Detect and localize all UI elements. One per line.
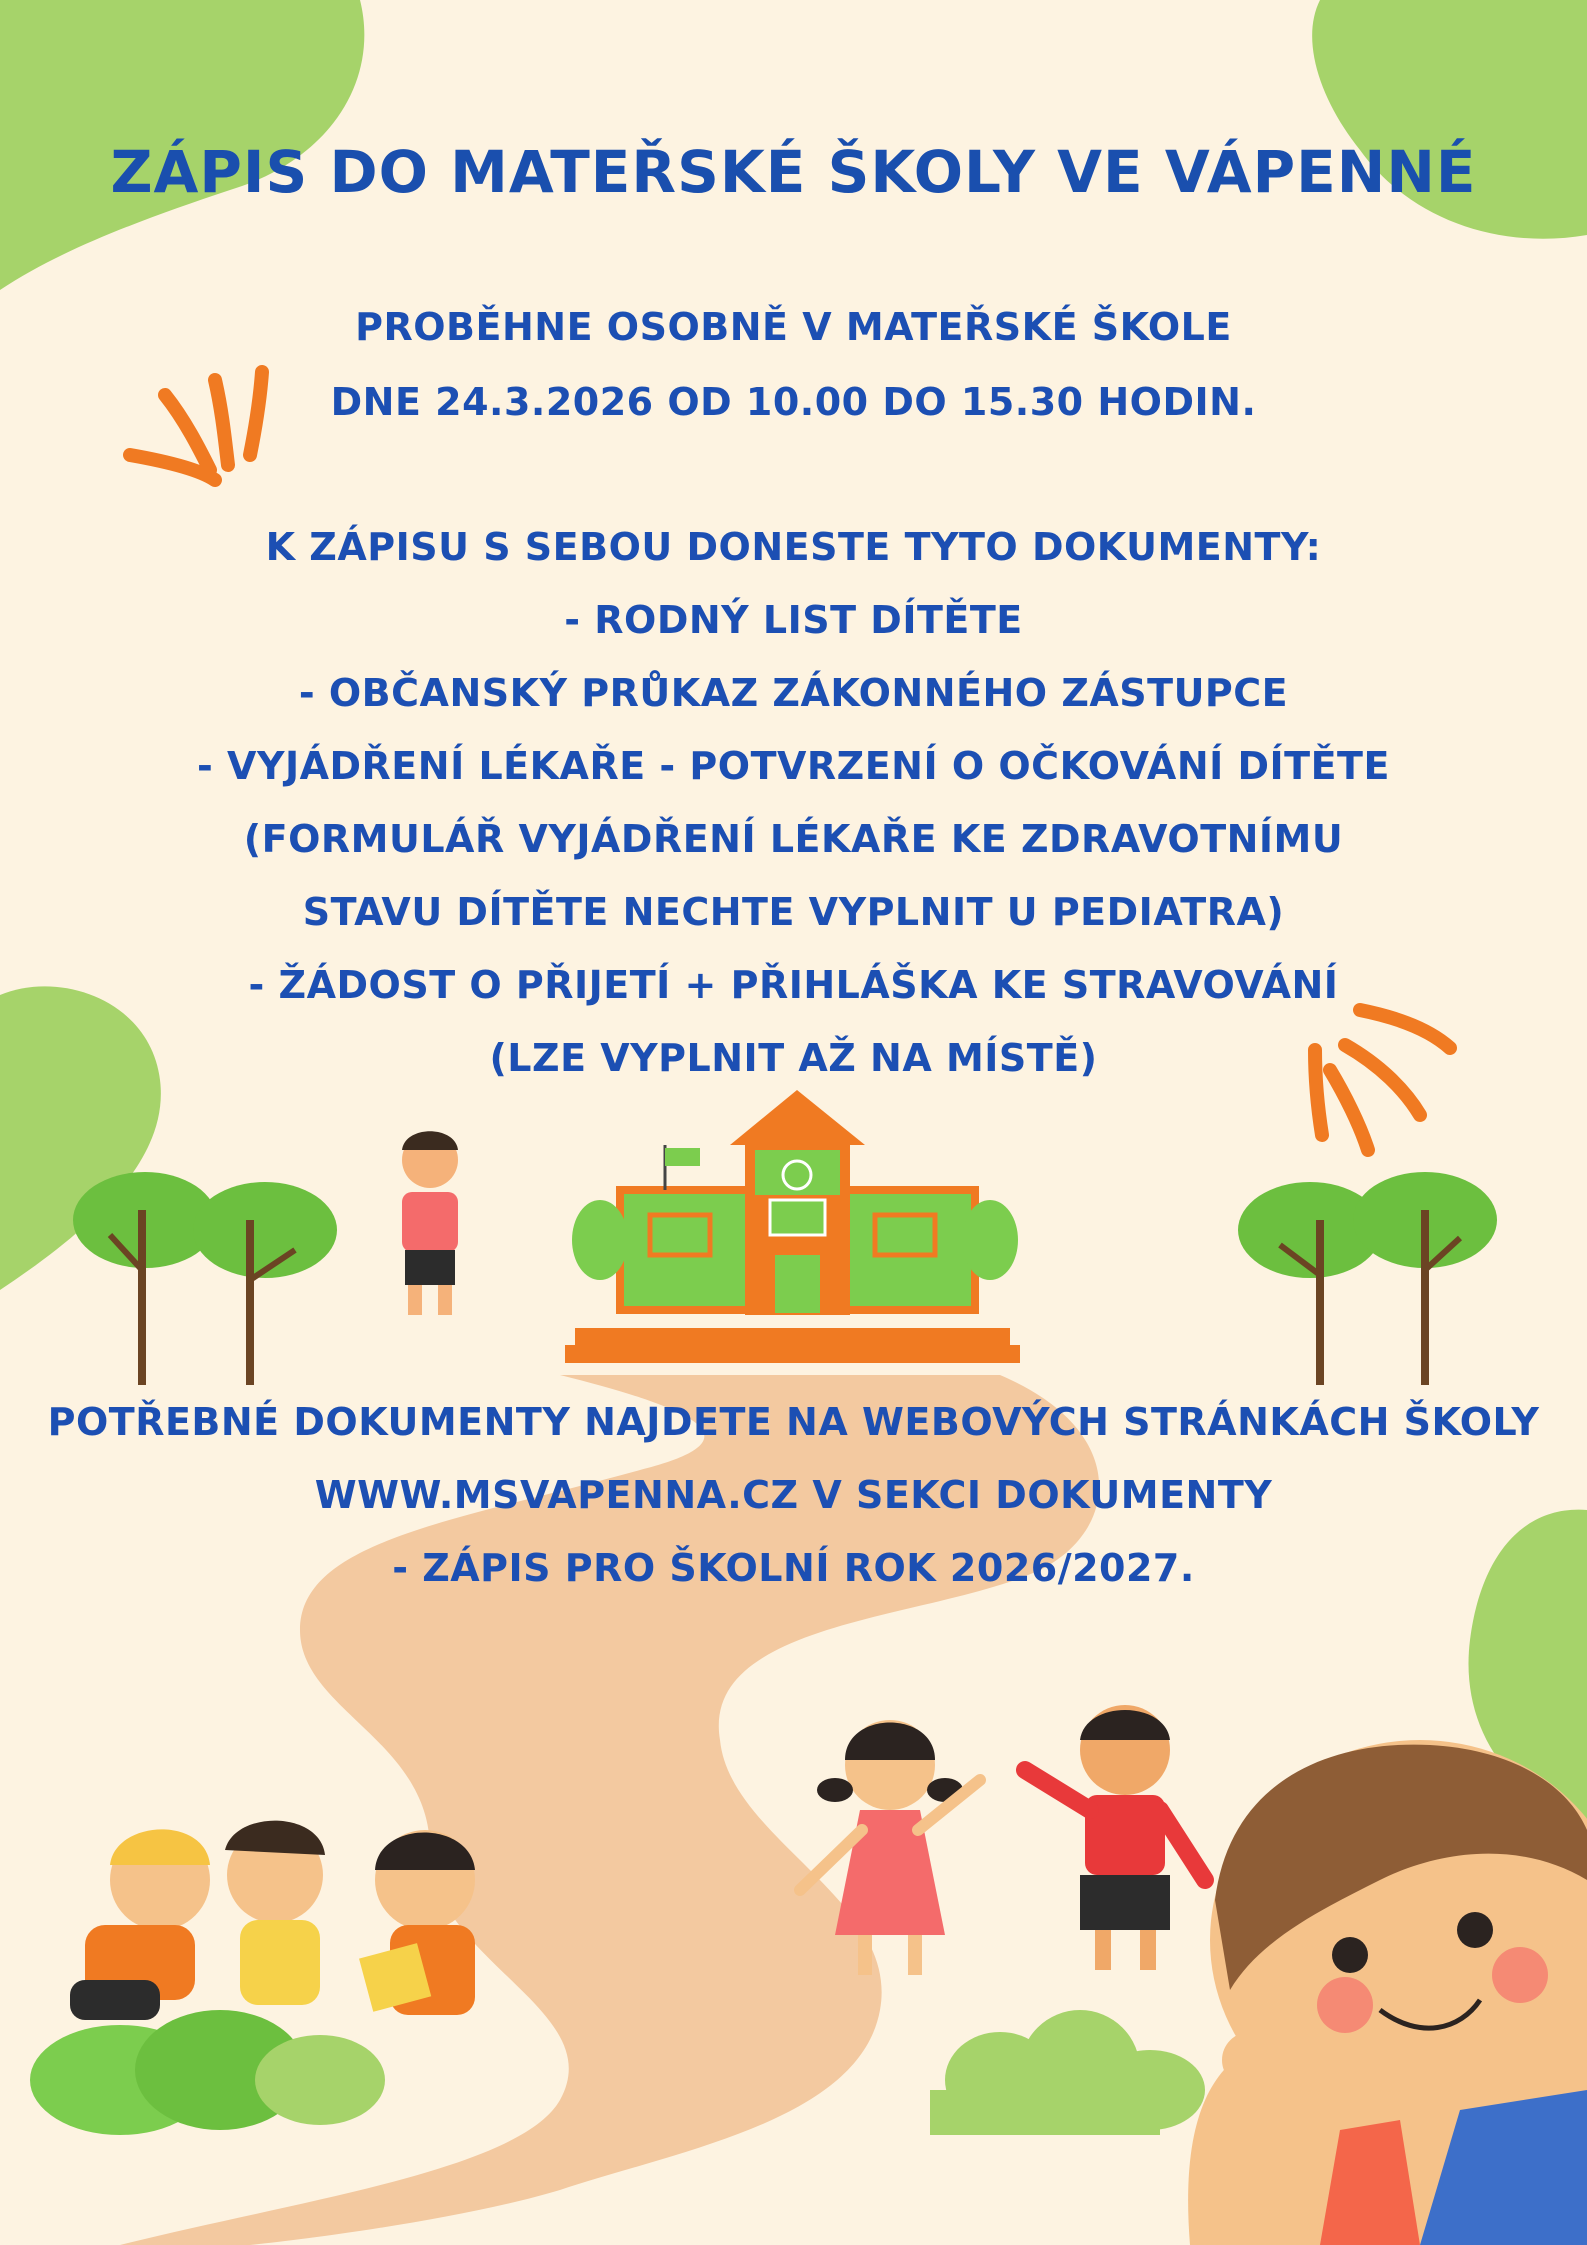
intro-line: DNE 24.3.2026 OD 10.00 DO 15.30 HODIN. bbox=[330, 380, 1257, 424]
website-link[interactable]: WWW.MSVAPENNA.CZ V SEKCI DOKUMENTY bbox=[314, 1473, 1273, 1517]
footer-line: - ZÁPIS PRO ŠKOLNÍ ROK 2026/2027. bbox=[392, 1546, 1195, 1590]
intro-line: PROBĚHNE OSOBNĚ V MATEŘSKÉ ŠKOLE bbox=[355, 305, 1232, 349]
document-note: STAVU DÍTĚTE NECHTE VYPLNIT U PEDIATRA) bbox=[302, 890, 1285, 934]
document-item: - VYJÁDŘENÍ LÉKAŘE - POTVRZENÍ O OČKOVÁNÍ DÍTĚTE bbox=[197, 744, 1390, 788]
documents-heading: K ZÁPISU S SEBOU DONESTE TYTO DOKUMENTY: bbox=[265, 525, 1322, 569]
footer-line: POTŘEBNÉ DOKUMENTY NAJDETE NA WEBOVÝCH STRÁNKÁCH ŠKOLY bbox=[47, 1400, 1540, 1444]
page-title: ZÁPIS DO MATEŘSKÉ ŠKOLY VE VÁPENNÉ bbox=[110, 138, 1477, 206]
document-note: (FORMULÁŘ VYJÁDŘENÍ LÉKAŘE KE ZDRAVOTNÍMU bbox=[243, 817, 1344, 861]
document-note: (LZE VYPLNIT AŽ NA MÍSTĚ) bbox=[489, 1036, 1098, 1080]
document-item: - OBČANSKÝ PRŮKAZ ZÁKONNÉHO ZÁSTUPCE bbox=[298, 671, 1289, 715]
document-item: - RODNÝ LIST DÍTĚTE bbox=[564, 598, 1023, 642]
document-item: - ŽÁDOST O PŘIJETÍ + PŘIHLÁŠKA KE STRAVOVÁNÍ bbox=[248, 963, 1339, 1007]
